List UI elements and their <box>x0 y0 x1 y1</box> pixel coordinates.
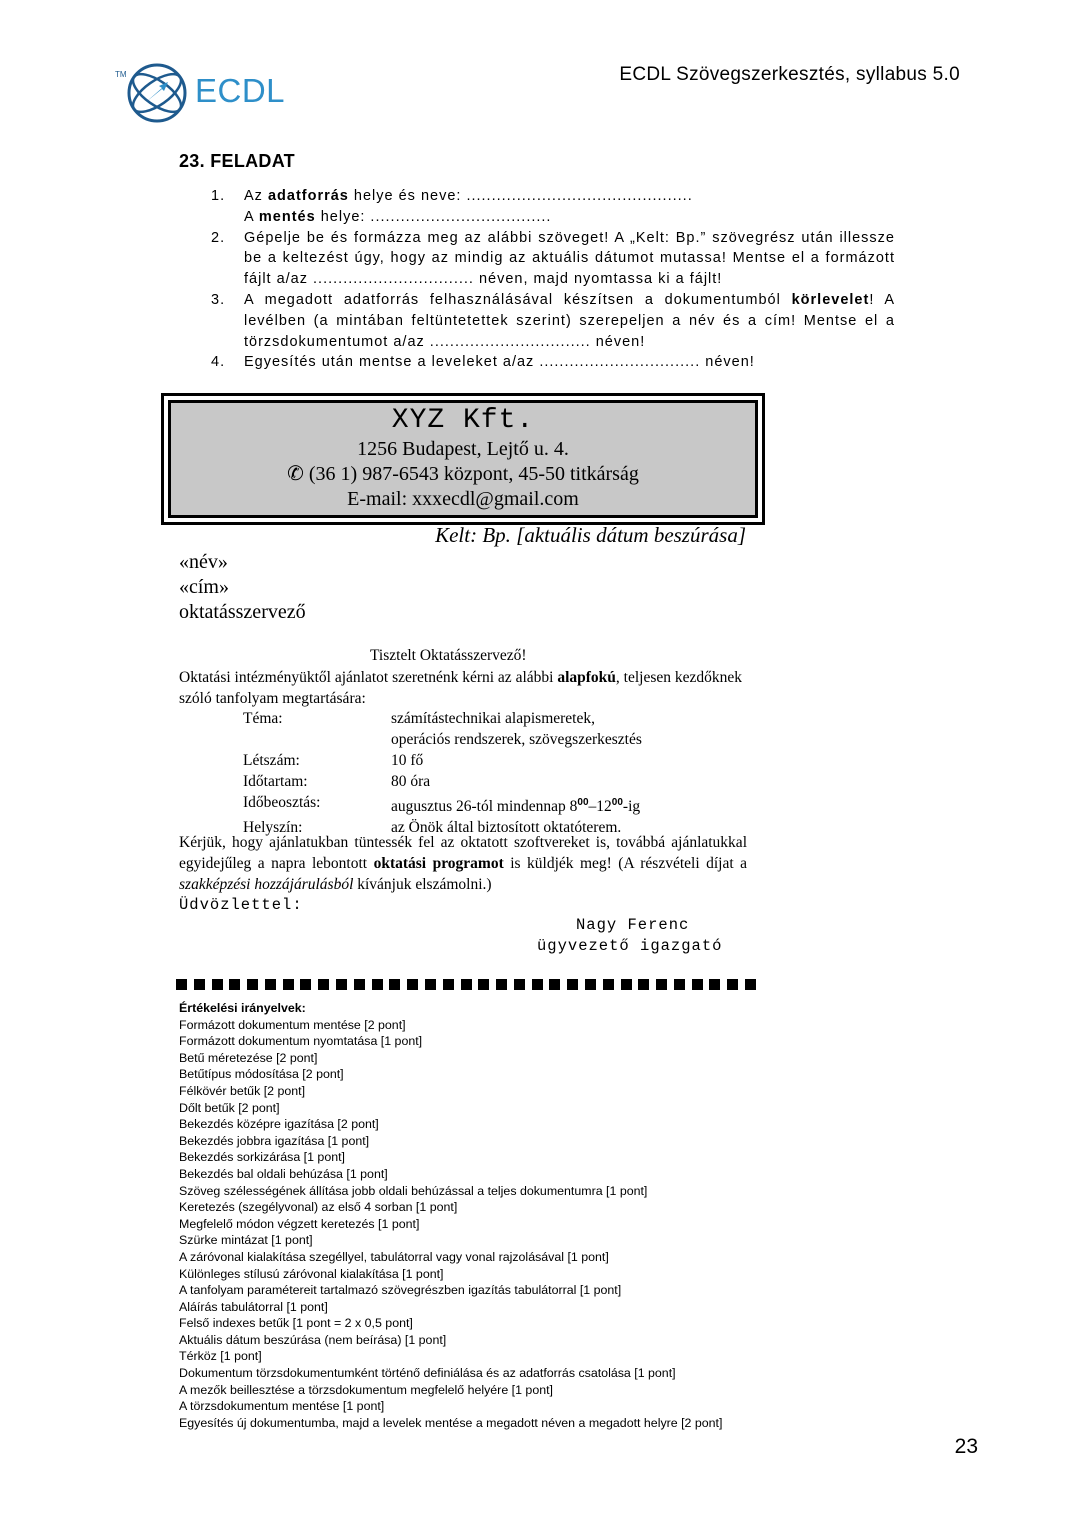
param-row: Időbeosztás: augusztus 26-tól mindennap $8^{00}-12^{00}-ig$ <box>243 794 641 816</box>
task-item-1: 1. Az adatforrás helye és neve: ............................................. A mentés helye: .................................... <box>211 186 895 228</box>
page-number: 23 <box>954 1435 978 1458</box>
divider-square <box>514 979 525 990</box>
divider-square <box>407 979 418 990</box>
divider-square <box>283 979 294 990</box>
evaluation-item: Bekezdés jobbra igazítása [1 pont] <box>179 1133 370 1148</box>
letter-paragraph-2: Kérjük, hogy ajánlatukban tüntessék fel az oktatott szoftvereket is, továbbá ajánlatukkal egyidejűleg a napra lebontott oktatási programot is küldjék meg! (A részvételi díjat a szakképzési hozzájárulásból kívánjuk elszámolni.) <box>179 834 747 893</box>
divider-square <box>603 979 614 990</box>
letterhead-inner <box>168 400 758 518</box>
closing-divider <box>176 979 756 991</box>
evaluation-item: Betűtípus módosítása [2 pont] <box>179 1067 344 1082</box>
evaluation-item: Szöveg szélességének állítása jobb oldali behúzással a teljes dokumentumra [1 pont] <box>179 1183 648 1198</box>
divider-square <box>194 979 205 990</box>
task-item-4 <box>211 352 895 373</box>
divider-square <box>265 979 276 990</box>
task-list <box>211 186 895 373</box>
company-phone: ✆ (36 1) 987-6543 központ, 45-50 titkárság <box>287 463 639 485</box>
signer-name: Nagy Ferenc <box>576 916 690 934</box>
evaluation-item: A záróvonal kialakítása szegéllyel, tabulátorral vagy vonal rajzolásával [1 pont] <box>179 1249 609 1264</box>
company-name: XYZ Kft. <box>391 405 535 436</box>
divider-square <box>674 979 685 990</box>
divider-square <box>176 979 187 990</box>
divider-square <box>247 979 258 990</box>
param-row: Téma: számítástechnikai alapismeretek, <box>243 710 595 727</box>
param-row: operációs rendszerek, szövegszerkesztés <box>391 731 642 748</box>
divider-square <box>567 979 578 990</box>
divider-square <box>745 979 756 990</box>
task-item-3 <box>211 290 895 352</box>
task-number: 1. <box>211 188 226 204</box>
letter-greeting: Tisztelt Oktatásszervező! <box>370 647 527 664</box>
bold-term: mentés <box>258 208 316 225</box>
param-row: Időtartam: 80 óra <box>243 773 431 790</box>
evaluation-item: A törzsdokumentum mentése [1 pont] <box>179 1399 385 1414</box>
divider-square <box>389 979 400 990</box>
divider-square <box>549 979 560 990</box>
evaluation-item: Felső indexes betűk [1 pont = 2 x 0,5 pont] <box>179 1316 413 1331</box>
divider-square <box>318 979 329 990</box>
divider-square <box>336 979 347 990</box>
evaluation-item: Bekezdés középre igazítása [2 pont] <box>179 1117 379 1132</box>
letter-closing: Üdvözlettel: <box>179 896 303 914</box>
divider-square <box>709 979 720 990</box>
merge-field-address: «cím» <box>179 576 229 598</box>
divider-square <box>496 979 507 990</box>
divider-square <box>461 979 472 990</box>
evaluation-item: Dőlt betűk [2 pont] <box>179 1100 280 1115</box>
evaluation-item: A mezők beillesztése a törzsdokumentum megfelelő helyére [1 pont] <box>179 1382 553 1397</box>
divider-square <box>229 979 240 990</box>
evaluation-item: Aláírás tabulátorral [1 pont] <box>179 1299 328 1314</box>
letter-paragraph-1: Oktatási intézményüktől ajánlatot szeretnénk kérni az alábbi alapfokú, teljesen kezdőknek szóló tanfolyam megtartására: <box>179 669 743 707</box>
evaluation-item: Különleges stílusú záróvonal kialakítása [1 pont] <box>179 1266 444 1281</box>
param-row: Létszám: 10 fő <box>243 752 424 769</box>
divider-square <box>478 979 489 990</box>
logo-text: ECDL <box>195 72 286 109</box>
bold-term: adatforrás <box>267 188 349 204</box>
globe-icon <box>126 62 188 124</box>
divider-square <box>656 979 667 990</box>
evaluation-item: Formázott dokumentum nyomtatása [1 pont] <box>179 1034 423 1049</box>
evaluation-title: Értékelési irányelvek: <box>179 1001 306 1015</box>
task-number: 4. <box>211 354 226 371</box>
divider-square <box>692 979 703 990</box>
task-number: 2. <box>211 229 226 246</box>
divider-square <box>300 979 311 990</box>
header-title: ECDL Szövegszerkesztés, syllabus 5.0 <box>619 64 960 85</box>
evaluation-list <box>179 1000 722 1431</box>
task-title: 23. FELADAT <box>179 151 295 171</box>
merge-field-name: «név» <box>179 551 228 573</box>
evaluation-item: Betű méretezése [2 pont] <box>179 1050 318 1065</box>
task-number: 3. <box>211 291 226 308</box>
evaluation-item: Félkövér betűk [2 pont] <box>179 1083 306 1098</box>
evaluation-item: Keretezés (szegélyvonal) az első 4 sorban [1 pont] <box>179 1200 458 1215</box>
evaluation-item: A tanfolyam paramétereit tartalmazó szövegrészben igazítás tabulátorral [1 pont] <box>179 1283 622 1298</box>
divider-square <box>372 979 383 990</box>
letterhead-box <box>161 393 765 525</box>
evaluation-item: Aktuális dátum beszúrása (nem beírása) [1 pont] <box>179 1332 447 1347</box>
divider-square <box>727 979 738 990</box>
divider-square <box>354 979 365 990</box>
company-email: E-mail: xxxecdl@gmail.com <box>347 488 579 510</box>
task-text: A megadott adatforrás felhasználásával készítsen a dokumentumból körlevelet! A levélben (a mintában feltüntetettek szerint) szerepeljen a név és a cím! Mentse el a törzsdokumentumot a/az ................................ néven! <box>244 291 895 350</box>
evaluation-item: Egyesítés új dokumentumba, majd a levelek mentése a megadott néven a megadott helyre [2 pont] <box>179 1415 723 1430</box>
ecdl-logo <box>113 62 303 126</box>
divider-square <box>638 979 649 990</box>
evaluation-item: Formázott dokumentum mentése [2 pont] <box>179 1017 406 1032</box>
divider-square <box>532 979 543 990</box>
evaluation-item: Megfelelő módon végzett keretezés [1 pont] <box>179 1216 420 1231</box>
divider-square <box>425 979 436 990</box>
evaluation-item: Szürke mintázat [1 pont] <box>179 1233 313 1248</box>
date-line: Kelt: Bp. [aktuális dátum beszúrása] <box>435 523 746 547</box>
evaluation-item: Bekezdés bal oldali behúzása [1 pont] <box>179 1166 388 1181</box>
divider-square <box>443 979 454 990</box>
trademark-mark: TM <box>115 70 127 79</box>
course-parameters <box>243 708 642 838</box>
param-row: Helyszín: az Önök által biztosított oktatóterem. <box>243 819 622 837</box>
evaluation-item: Bekezdés sorkizárása [1 pont] <box>179 1150 345 1165</box>
task-item-2 <box>211 228 895 290</box>
task-text: Egyesítés után mentse a leveleket a/az ................................ néven! <box>244 354 755 371</box>
task-text: Gépelje be és formázza meg az alábbi szöveget! A „Kelt: Bp.” szövegrész után illessze be a keltezést úgy, hogy az mindig az aktuális dátumot mutassa! Mentse el a formázott fájlt a/az ................................ néven, majd nyomtassa ki a fájlt! <box>244 229 895 288</box>
evaluation-item: Térköz [1 pont] <box>179 1349 262 1364</box>
evaluation-item: Dokumentum törzsdokumentumként történő definiálása és az adatforrás csatolása [1 pont] <box>179 1366 676 1381</box>
signer-title: ügyvezető igazgató <box>537 937 723 955</box>
company-address: 1256 Budapest, Lejtő u. 4. <box>357 438 569 460</box>
divider-square <box>212 979 223 990</box>
divider-square <box>585 979 596 990</box>
recipient-role: oktatásszervező <box>179 601 306 623</box>
divider-square <box>621 979 632 990</box>
